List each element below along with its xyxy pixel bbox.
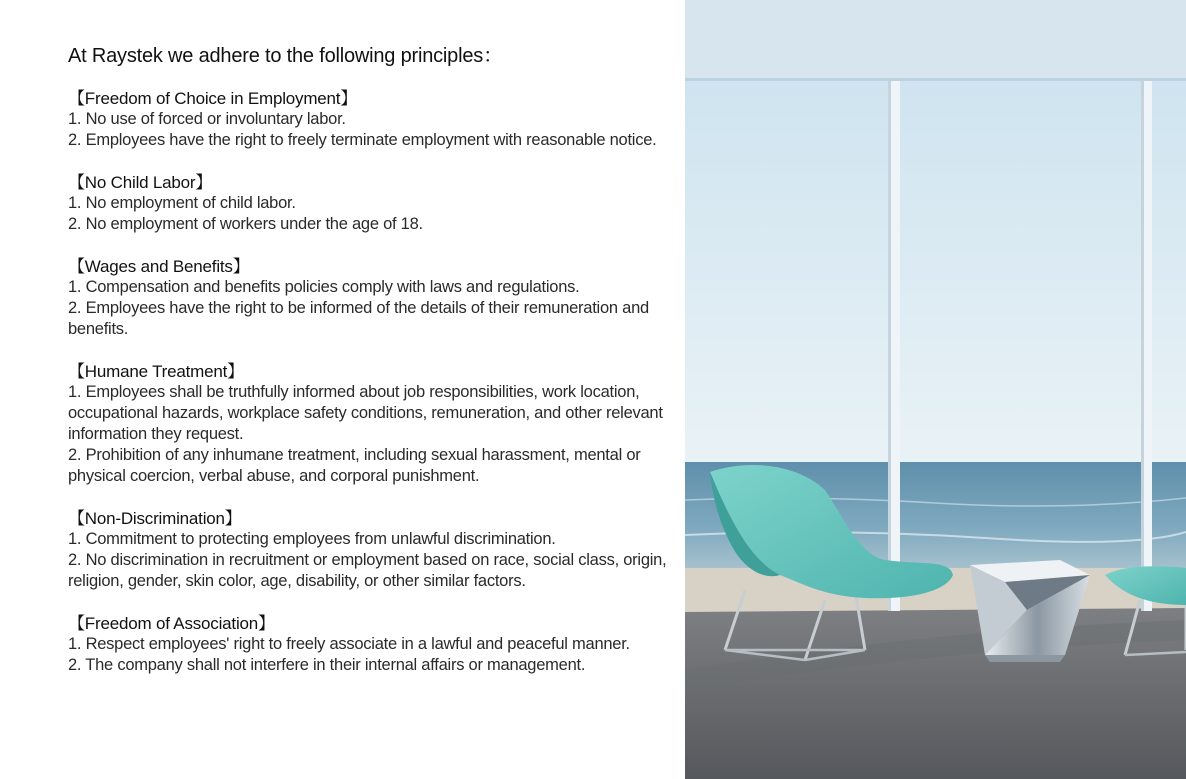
principle-item: 2. Employees have the right to freely terminate employment with reasonable notice. <box>68 131 657 149</box>
sky <box>685 81 1186 463</box>
section-freedom-of-association <box>68 613 668 676</box>
principle-item: 2. Prohibition of any inhumane treatment, including sexual harassment, mental or physical coercion, verbal abuse, and corporal punishment. <box>68 446 641 485</box>
principle-item: 1. Employees shall be truthfully informed about job responsibilities, work location, occupational hazards, workplace safety conditions, remuneration, and other relevant information they request. <box>68 383 663 443</box>
principle-item: 1. No use of forced or involuntary labor. <box>68 110 346 128</box>
section-no-child-labor <box>68 172 668 235</box>
section-wages-and-benefits <box>68 256 668 340</box>
intro-heading: At Raystek we adhere to the following principles： <box>68 45 503 67</box>
section-title: 【Freedom of Choice in Employment】 <box>68 89 358 108</box>
section-title: 【Freedom of Association】 <box>68 614 275 633</box>
section-humane-treatment <box>68 361 668 487</box>
section-title: 【No Child Labor】 <box>68 173 213 192</box>
principle-item: 1. Respect employees' right to freely associate in a lawful and peaceful manner. <box>68 635 630 653</box>
principle-item: 2. Employees have the right to be informed of the details of their remuneration and benefits. <box>68 299 649 338</box>
principles-column <box>68 42 668 697</box>
section-title: 【Humane Treatment】 <box>68 362 244 381</box>
window-frame <box>1143 81 1152 611</box>
section-freedom-of-choice <box>68 88 668 151</box>
section-title: 【Non-Discrimination】 <box>68 509 242 528</box>
section-non-discrimination <box>68 508 668 592</box>
principle-item: 1. Commitment to protecting employees from unlawful discrimination. <box>68 530 556 548</box>
ceiling <box>685 0 1186 80</box>
principle-item: 1. No employment of child labor. <box>68 194 296 212</box>
ceiling-edge <box>685 78 1186 81</box>
principle-item: 2. No discrimination in recruitment or employment based on race, social class, origin, religion, gender, skin color, age, disability, or other similar factors. <box>68 551 667 590</box>
principle-item: 2. No employment of workers under the age of 18. <box>68 215 423 233</box>
photo-illustration <box>685 0 1186 779</box>
principle-item: 1. Compensation and benefits policies comply with laws and regulations. <box>68 278 580 296</box>
sea-view-lounge-photo <box>685 0 1186 779</box>
principle-item: 2. The company shall not interfere in their internal affairs or management. <box>68 656 586 674</box>
window-frame <box>890 81 900 611</box>
section-title: 【Wages and Benefits】 <box>68 257 250 276</box>
